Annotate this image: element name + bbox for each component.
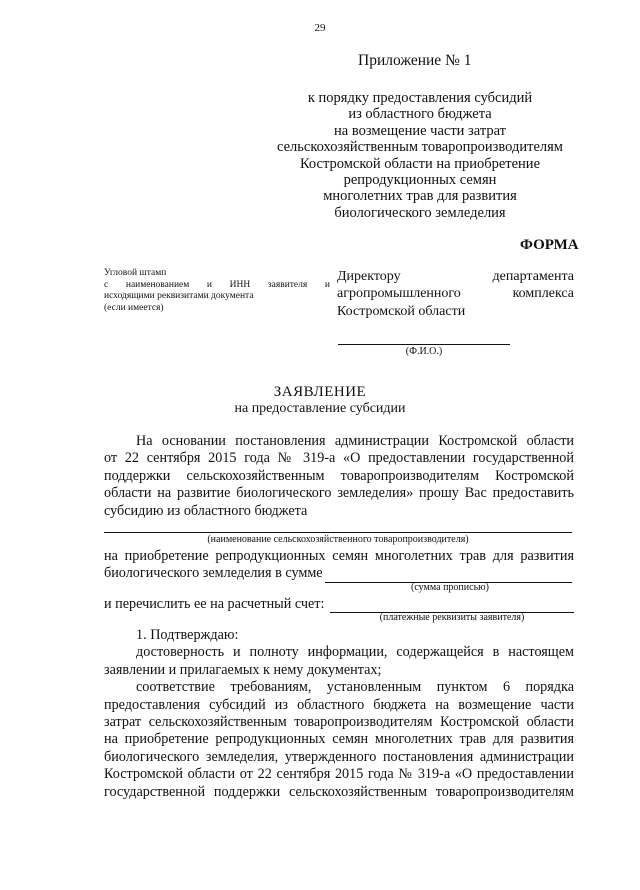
account-label: и перечислить ее на расчетный счет: <box>104 596 325 612</box>
confirm-item2-line: предоставления субсидий из областного бюджета на возмещение части <box>104 696 574 713</box>
appendix-line: из областного бюджета <box>348 106 492 123</box>
document-title: ЗАЯВЛЕНИЕ <box>273 384 367 400</box>
form-label: ФОРМА <box>520 237 579 253</box>
stamp-line: исходящими реквизитами документа <box>104 291 254 302</box>
sum-caption: (сумма прописью) <box>411 582 489 593</box>
purpose-line: биологического земледелия в сумме <box>104 565 323 582</box>
appendix-line: на возмещение части затрат <box>334 122 506 139</box>
document-subtitle: на предоставление субсидии <box>234 401 406 416</box>
stamp-line: (если имеется) <box>104 302 164 313</box>
purpose-line: на приобретение репродукционных семян многолетних трав для развития <box>104 548 574 564</box>
intro-line: На основании постановления администрации Костромской области <box>136 433 574 449</box>
producer-name-caption: (наименование сельскохозяйственного товаропроизводителя) <box>207 534 469 545</box>
intro-line: субсидию из областного бюджета <box>104 502 308 519</box>
addressee-line: Директору департамента <box>337 269 574 284</box>
appendix-line: репродукционных семян <box>343 172 497 189</box>
confirm-item2-line: биологического земледелия, утвержденного постановления администрации <box>104 748 574 765</box>
fio-fill-line[interactable] <box>338 344 510 345</box>
purpose-paragraph <box>104 548 574 583</box>
account-caption: (платежные реквизиты заявителя) <box>379 612 525 623</box>
appendix-line: Костромской области на приобретение <box>299 155 540 172</box>
appendix-reference <box>250 90 590 221</box>
intro-paragraph <box>104 433 574 520</box>
fio-caption: (Ф.И.О.) <box>405 346 443 357</box>
intro-line: от 22 сентября 2015 года № 319-а «О предоставлении государственной <box>104 450 574 467</box>
stamp-line: Угловой штамп <box>104 268 167 278</box>
appendix-line: биологического земледелия <box>334 204 506 221</box>
appendix-line: сельскохозяйственным товаропроизводителям <box>277 139 563 156</box>
confirm-heading: 1. Подтверждаю: <box>136 627 239 643</box>
appendix-line: к порядку предоставления субсидий <box>307 90 533 106</box>
confirm-item1-line: заявлении и прилагаемых к нему документах; <box>104 661 382 678</box>
confirm-item1-line: достоверность и полноту информации, содержащейся в настоящем <box>136 644 574 661</box>
stamp-line: с наименованием и ИНН заявителя и <box>104 279 330 290</box>
intro-line: области на развитие биологического земледелия» прошу Вас предоставить <box>104 485 574 502</box>
producer-name-fill-line[interactable] <box>104 532 572 533</box>
addressee-line: агропромышленного комплекса <box>337 286 574 302</box>
intro-line: поддержки сельскохозяйственным товаропроизводителям Костромской <box>104 467 574 484</box>
corner-stamp-note <box>104 268 330 314</box>
sum-fill-line[interactable] <box>325 571 572 583</box>
appendix-title: Приложение № 1 <box>358 52 472 69</box>
confirm-item2-line: затрат сельскохозяйственным товаропроизводителям Костромской области <box>104 714 574 731</box>
account-row <box>104 596 574 613</box>
confirm-item2-line: Костромской области от 22 сентября 2015 года № 319-а «О предоставлении <box>104 766 574 783</box>
purpose-sum-row <box>104 565 574 582</box>
confirm-section <box>104 627 574 801</box>
addressee-block <box>337 268 574 320</box>
confirm-item2-line: соответствие требованиям, установленным пунктом 6 порядка <box>136 679 574 696</box>
appendix-line: многолетних трав для развития <box>323 188 517 205</box>
addressee-line: Костромской области <box>337 303 466 319</box>
page-number: 29 <box>314 22 326 34</box>
confirm-item2-line: государственной поддержки сельскохозяйственным товаропроизводителям <box>104 783 574 800</box>
confirm-item2-line: на приобретение репродукционных семян многолетних трав для развития <box>104 731 574 748</box>
